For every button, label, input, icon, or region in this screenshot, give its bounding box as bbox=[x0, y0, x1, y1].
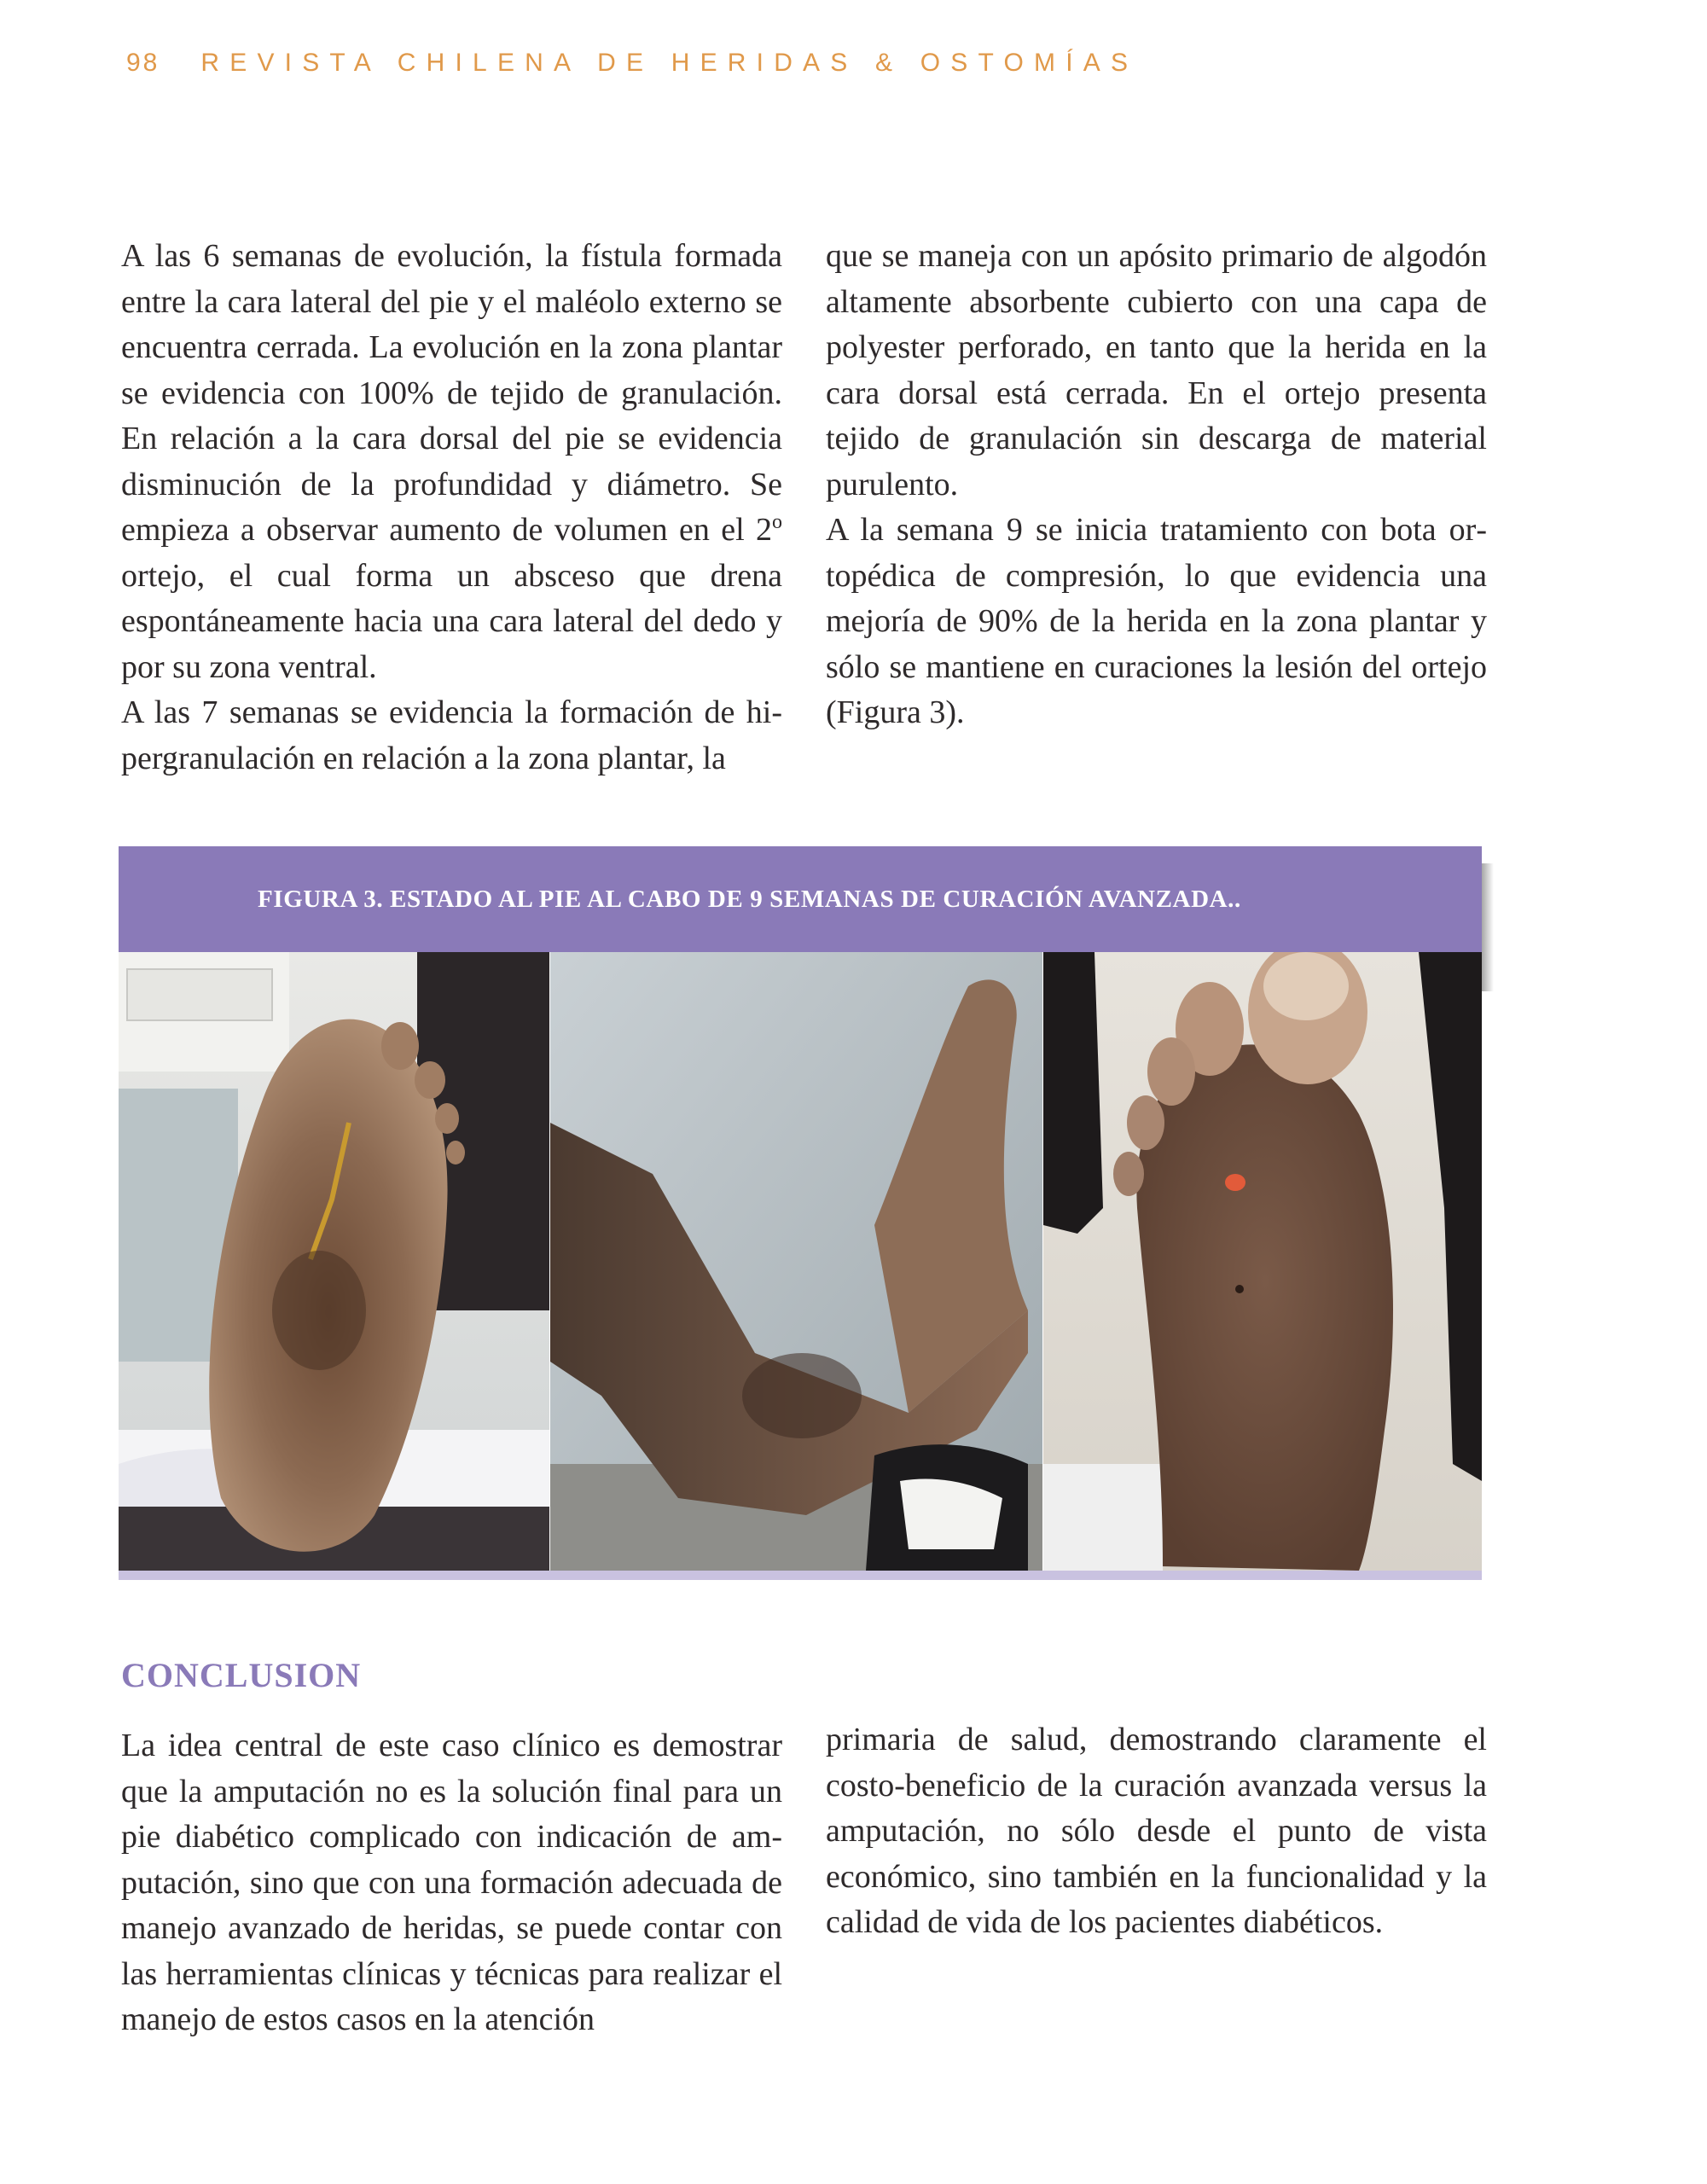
photo-plantar-view-image bbox=[119, 952, 549, 1571]
ordinal-superscript: o bbox=[772, 511, 782, 533]
body-column-right-top bbox=[826, 234, 1487, 736]
figure-caption-banner bbox=[119, 846, 1482, 952]
running-header bbox=[126, 44, 1138, 82]
body-column-left-bottom bbox=[121, 1723, 782, 2043]
figure-banner-shadow bbox=[1482, 863, 1494, 991]
figure-bottom-rule bbox=[119, 1571, 1482, 1580]
paragraph-dressing: que se maneja con un apósito primario de algodón altamente absorbente cubierto con una capa de polyester perforado, en tanto que la herida en la cara dorsal está cerrada. En el ortejo presenta tejido de granulación sin descarga de material purulento. bbox=[826, 238, 1487, 502]
figure-caption: FIGURA 3. ESTADO AL PIE AL CABO DE 9 SEMANAS DE CURACIÓN AVANZADA.. bbox=[258, 885, 1241, 913]
section-heading-conclusion: CONCLUSION bbox=[121, 1656, 362, 1694]
figure-3 bbox=[119, 846, 1482, 1583]
body-column-right-bottom bbox=[826, 1717, 1487, 1946]
paragraph-seven-weeks: A las 7 semanas se evidencia la formación de hipergranulación en relación a la zona plantar, la bbox=[121, 694, 782, 776]
paragraph-text: ortejo, el cual forma un absceso que drena espontáneamente hacia una cara lateral del dedo y por su zona ventral. bbox=[121, 557, 782, 685]
page-number: 98 bbox=[126, 49, 160, 77]
paragraph-conclusion-left: La idea central de este caso clínico es demostrar que la amputación no es la solución final para un pie diabético complicado con indicación de amputación, sino que con una formación adecuada de manejo avanzado de heridas, se puede contar con las herramientas clínicas y técnicas para realizar el manejo de estos casos en la atención bbox=[121, 1728, 782, 2037]
paragraph-six-weeks bbox=[121, 234, 782, 690]
photo-dorsal-view-image bbox=[1043, 952, 1482, 1571]
journal-title: REVISTA CHILENA DE HERIDAS & OSTOMÍAS bbox=[200, 49, 1139, 77]
figure-photo-strip bbox=[119, 952, 1482, 1571]
paragraph-nine-weeks: A la semana 9 se inicia tratamiento con bota ortopédica de compresión, lo que evidencia una mejoría de 90% de la herida en la zona plantar y sólo se mantiene en curaciones la lesión del ortejo (Figura 3). bbox=[826, 512, 1487, 730]
paragraph-conclusion-right: primaria de salud, demostrando claramente el costo-beneficio de la curación avanzada versus la amputación, no sólo desde el punto de vista económico, sino también en la funcionalidad y la calidad de vida de los pacientes diabéticos. bbox=[826, 1722, 1487, 1940]
photo-lateral-view-image bbox=[550, 952, 1042, 1571]
paragraph-text: A las 6 semanas de evolución, la fístula formada entre la cara lateral del pie y el maléolo externo se encuentra cerrada. La evolución en la zona plantar se evidencia con 100% de tejido de granulación. En relación a la cara dorsal del pie se evidencia disminución de la profundidad y diámetro. Se empieza a observar aumento de volumen en el 2 bbox=[121, 238, 782, 548]
photo-dorsal-view bbox=[1043, 952, 1482, 1571]
photo-lateral-view bbox=[550, 952, 1042, 1571]
photo-plantar-view bbox=[119, 952, 549, 1571]
body-column-left-top bbox=[121, 234, 782, 781]
